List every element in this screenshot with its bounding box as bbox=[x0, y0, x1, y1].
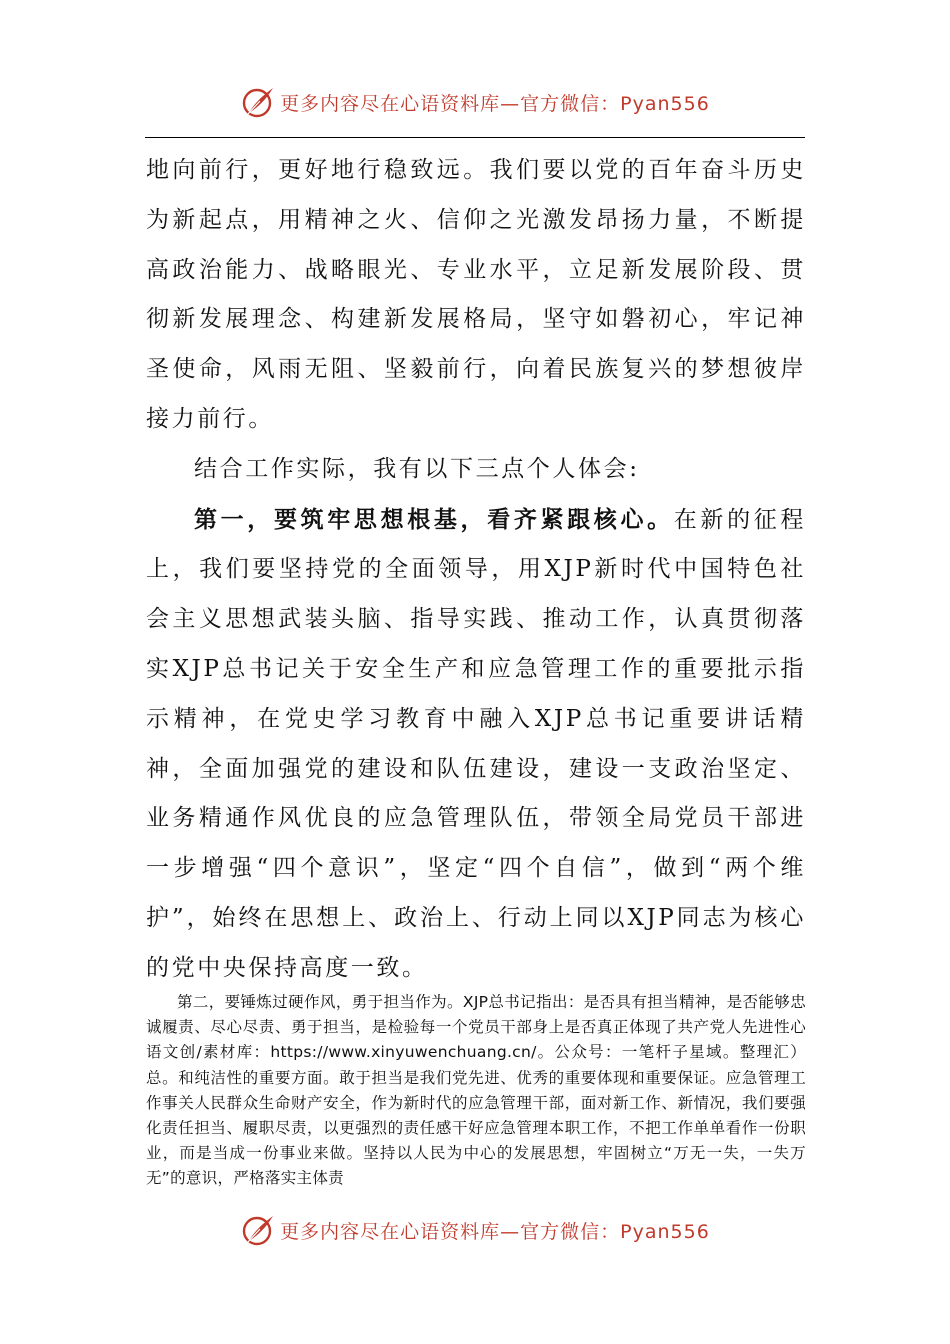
header-separator: — bbox=[500, 92, 521, 115]
secondary-body bbox=[146, 990, 806, 1192]
main-body bbox=[146, 146, 806, 994]
paragraph-point-two: 第二，要锤炼过硬作风，勇于担当作为。XJP总书记指出：是否具有担当精神，是否能够忠诚履责、尽心尽责、勇于担当，是检验每一个党员干部身上是否真正体现了共产党人先进性心语文创/素材库：https://www.xinyuwenchuang.cn/。公众号：一笔杆子星域。整理汇）总。和纯洁性的重要方面。敢于担当是我们党先进、优秀的重要体现和重要保证。应急管理工作事关人民群众生命财产安全，作为新时代的应急管理干部，面对新工作、新情况，我们要强化责任担当、履职尽责，以更强烈的责任感干好应急管理本职工作，不把工作单单看作一份职业，而是当成一份事业来做。坚持以人民为中心的发展思想，牢固树立“万无一失，一失万无”的意识，严格落实主体责 bbox=[146, 993, 806, 1188]
header-brand-name: 更多内容尽在心语资料库 bbox=[280, 92, 501, 115]
footer-brand-name: 更多内容尽在心语资料库 bbox=[280, 1220, 501, 1243]
paragraph-continuation: 地向前行，更好地行稳致远。我们要以党的百年奋斗历史为新起点，用精神之火、信仰之光激发昂扬力量，不断提高政治能力、战略眼光、专业水平，立足新发展阶段、贯彻新发展理念、构建新发展格局，坚守如磐初心，牢记神圣使命，风雨无阻、坚毅前行，向着民族复兴的梦想彼岸接力前行。 bbox=[146, 157, 806, 432]
paragraph-point-one bbox=[146, 495, 806, 994]
footer-brand bbox=[280, 1217, 710, 1244]
footer-separator: — bbox=[500, 1220, 521, 1243]
point-one-text: 在新的征程上，我们要坚持党的全面领导，用XJP新时代中国特色社会主义思想武装头脑、指导实践、推动工作，认真贯彻落实XJP总书记关于安全生产和应急管理工作的重要批示指示精神，在党史学习教育中融入XJP总书记重要讲话精神，全面加强党的建设和队伍建设，建设一支政治坚定、业务精通作风优良的应急管理队伍，带领全局党员干部进一步增强“四个意识”，坚定“四个自信”，做到“两个维护”，始终在思想上、政治上、行动上同以XJP同志为核心的党中央保持高度一致。 bbox=[146, 506, 806, 981]
point-one-heading: 第一，要筑牢思想根基，看齐紧跟核心。 bbox=[194, 505, 674, 533]
quill-logo-icon bbox=[240, 1212, 276, 1248]
quill-logo-icon bbox=[240, 84, 276, 120]
page-footer bbox=[0, 1208, 950, 1252]
header-divider bbox=[145, 137, 805, 138]
header-wechat: 官方微信：Pyan556 bbox=[520, 92, 710, 115]
paragraph-intro: 结合工作实际，我有以下三点个人体会: bbox=[194, 455, 640, 482]
header-brand bbox=[280, 89, 710, 116]
footer-wechat: 官方微信：Pyan556 bbox=[520, 1220, 710, 1243]
page-header bbox=[0, 80, 950, 124]
